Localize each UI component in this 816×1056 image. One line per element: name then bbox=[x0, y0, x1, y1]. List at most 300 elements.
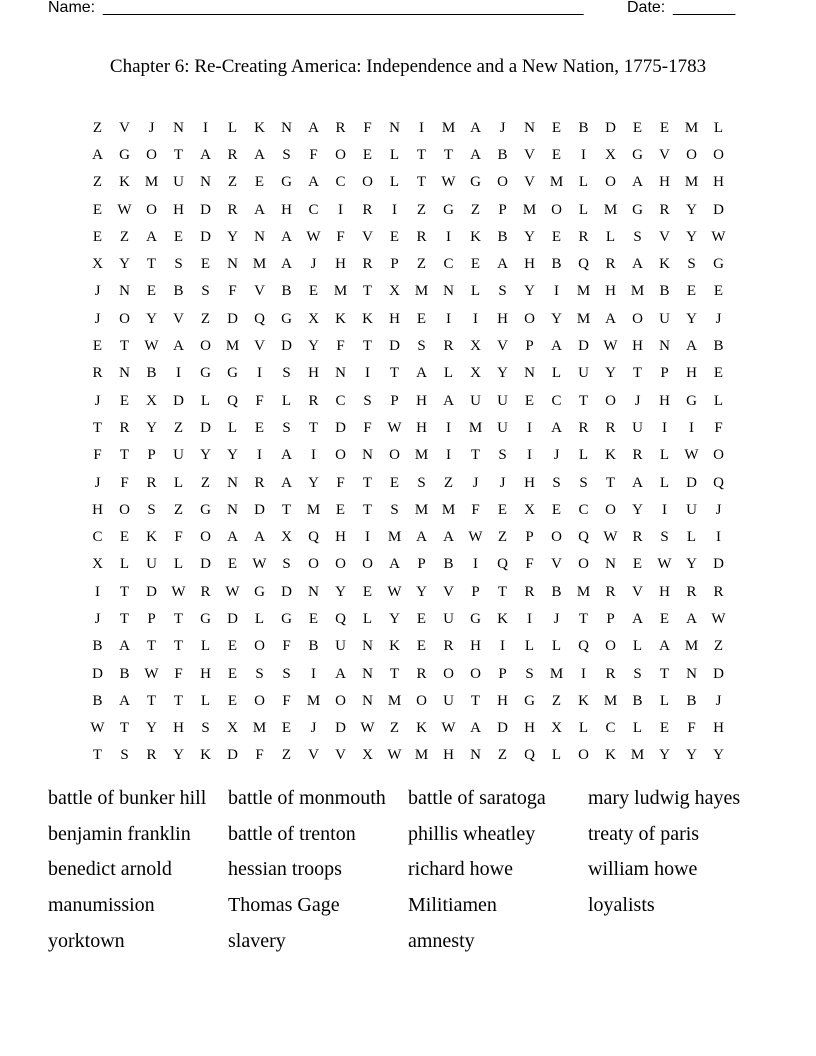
grid-letter[interactable]: E bbox=[659, 610, 670, 627]
grid-letter[interactable]: R bbox=[254, 474, 265, 491]
grid-letter[interactable]: Y bbox=[686, 556, 697, 573]
grid-letter[interactable]: R bbox=[335, 119, 346, 136]
grid-letter[interactable]: T bbox=[470, 447, 481, 464]
grid-letter[interactable]: Z bbox=[470, 201, 481, 218]
grid-letter[interactable]: R bbox=[146, 747, 157, 764]
grid-letter[interactable]: F bbox=[336, 228, 345, 245]
grid-letter[interactable]: R bbox=[200, 583, 211, 600]
grid-letter[interactable]: K bbox=[200, 747, 211, 764]
grid-letter[interactable]: I bbox=[581, 665, 586, 682]
grid-letter[interactable]: X bbox=[146, 392, 157, 409]
grid-letter[interactable]: O bbox=[362, 556, 373, 573]
grid-letter[interactable]: J bbox=[148, 119, 155, 136]
grid-letter[interactable]: P bbox=[498, 665, 507, 682]
grid-letter[interactable]: D bbox=[227, 310, 238, 327]
grid-letter[interactable]: L bbox=[551, 365, 562, 382]
grid-letter[interactable]: L bbox=[227, 119, 238, 136]
grid-letter[interactable]: A bbox=[254, 146, 265, 163]
grid-letter[interactable]: A bbox=[173, 338, 184, 355]
grid-letter[interactable]: H bbox=[173, 720, 184, 737]
grid-letter[interactable]: E bbox=[551, 501, 562, 518]
grid-letter[interactable]: B bbox=[713, 338, 724, 355]
grid-letter[interactable]: Z bbox=[200, 310, 211, 327]
grid-letter[interactable]: C bbox=[551, 392, 562, 409]
grid-letter[interactable]: S bbox=[147, 501, 156, 518]
grid-letter[interactable]: V bbox=[254, 338, 265, 355]
name-blank-line[interactable]: ______________________________________________________ bbox=[103, 0, 584, 16]
grid-letter[interactable]: K bbox=[335, 310, 346, 327]
grid-letter[interactable]: U bbox=[443, 610, 454, 627]
grid-letter[interactable]: B bbox=[92, 692, 103, 709]
grid-letter[interactable]: H bbox=[659, 174, 670, 191]
grid-letter[interactable]: E bbox=[227, 665, 238, 682]
grid-letter[interactable]: S bbox=[120, 747, 129, 764]
grid-letter[interactable]: E bbox=[551, 146, 562, 163]
grid-letter[interactable]: G bbox=[281, 310, 292, 327]
grid-letter[interactable]: N bbox=[524, 365, 535, 382]
grid-letter[interactable]: B bbox=[551, 583, 562, 600]
grid-letter[interactable]: D bbox=[497, 720, 508, 737]
grid-letter[interactable]: P bbox=[471, 583, 480, 600]
grid-letter[interactable]: X bbox=[470, 338, 481, 355]
grid-letter[interactable]: U bbox=[497, 392, 508, 409]
grid-letter[interactable]: O bbox=[362, 174, 373, 191]
grid-letter[interactable]: A bbox=[308, 119, 319, 136]
grid-letter[interactable]: G bbox=[254, 583, 265, 600]
grid-letter[interactable]: K bbox=[578, 692, 589, 709]
grid-letter[interactable]: Q bbox=[578, 638, 589, 655]
grid-letter[interactable]: T bbox=[362, 338, 373, 355]
grid-letter[interactable]: U bbox=[335, 638, 346, 655]
grid-letter[interactable]: Y bbox=[551, 310, 562, 327]
grid-letter[interactable]: C bbox=[605, 720, 616, 737]
grid-letter[interactable]: O bbox=[335, 146, 346, 163]
grid-letter[interactable]: Y bbox=[497, 365, 508, 382]
grid-letter[interactable]: H bbox=[416, 419, 427, 436]
grid-letter[interactable]: X bbox=[308, 310, 319, 327]
grid-letter[interactable]: W bbox=[360, 720, 375, 737]
grid-letter[interactable]: D bbox=[227, 747, 238, 764]
grid-letter[interactable]: N bbox=[605, 556, 616, 573]
grid-letter[interactable]: X bbox=[524, 501, 535, 518]
grid-letter[interactable]: T bbox=[173, 610, 184, 627]
grid-letter[interactable]: O bbox=[605, 501, 616, 518]
grid-letter[interactable]: L bbox=[578, 201, 589, 218]
grid-letter[interactable]: V bbox=[659, 228, 670, 245]
grid-letter[interactable]: N bbox=[173, 119, 184, 136]
grid-letter[interactable]: O bbox=[497, 174, 508, 191]
grid-letter[interactable]: N bbox=[362, 665, 373, 682]
grid-letter[interactable]: B bbox=[551, 256, 562, 273]
grid-letter[interactable]: W bbox=[657, 556, 672, 573]
grid-letter[interactable]: V bbox=[173, 310, 184, 327]
grid-letter[interactable]: A bbox=[281, 474, 292, 491]
grid-letter[interactable]: D bbox=[146, 583, 157, 600]
grid-letter[interactable]: Y bbox=[713, 747, 724, 764]
grid-letter[interactable]: V bbox=[362, 228, 373, 245]
grid-letter[interactable]: I bbox=[446, 419, 451, 436]
grid-letter[interactable]: H bbox=[524, 256, 535, 273]
grid-letter[interactable]: E bbox=[200, 256, 211, 273]
grid-letter[interactable]: W bbox=[387, 419, 402, 436]
grid-letter[interactable]: M bbox=[144, 174, 159, 191]
grid-letter[interactable]: M bbox=[306, 501, 321, 518]
grid-letter[interactable]: S bbox=[633, 228, 642, 245]
grid-letter[interactable]: O bbox=[254, 638, 265, 655]
grid-letter[interactable]: O bbox=[200, 529, 211, 546]
grid-letter[interactable]: S bbox=[579, 474, 588, 491]
date-blank-line[interactable]: _______ bbox=[673, 0, 736, 16]
grid-letter[interactable]: I bbox=[95, 583, 100, 600]
grid-letter[interactable]: O bbox=[713, 447, 724, 464]
grid-letter[interactable]: U bbox=[443, 692, 454, 709]
grid-letter[interactable]: N bbox=[443, 283, 454, 300]
grid-letter[interactable]: H bbox=[308, 365, 319, 382]
grid-letter[interactable]: R bbox=[659, 201, 670, 218]
grid-letter[interactable]: I bbox=[527, 419, 532, 436]
grid-letter[interactable]: X bbox=[227, 720, 238, 737]
grid-letter[interactable]: A bbox=[551, 419, 562, 436]
grid-letter[interactable]: G bbox=[281, 610, 292, 627]
grid-letter[interactable]: N bbox=[362, 692, 373, 709]
grid-letter[interactable]: Z bbox=[416, 201, 427, 218]
grid-letter[interactable]: L bbox=[659, 474, 670, 491]
grid-letter[interactable]: M bbox=[603, 201, 618, 218]
grid-letter[interactable]: U bbox=[470, 392, 481, 409]
grid-letter[interactable]: E bbox=[92, 228, 103, 245]
grid-letter[interactable]: Y bbox=[605, 365, 616, 382]
grid-letter[interactable]: H bbox=[470, 638, 481, 655]
grid-letter[interactable]: E bbox=[92, 201, 103, 218]
grid-letter[interactable]: K bbox=[470, 228, 481, 245]
grid-letter[interactable]: R bbox=[416, 665, 427, 682]
grid-letter[interactable]: I bbox=[446, 310, 451, 327]
grid-letter[interactable]: Z bbox=[281, 747, 292, 764]
grid-letter[interactable]: I bbox=[446, 447, 451, 464]
grid-letter[interactable]: I bbox=[203, 119, 208, 136]
grid-letter[interactable]: L bbox=[605, 228, 616, 245]
grid-letter[interactable]: L bbox=[200, 392, 211, 409]
grid-letter[interactable]: G bbox=[713, 256, 724, 273]
grid-letter[interactable]: I bbox=[176, 365, 181, 382]
grid-letter[interactable]: T bbox=[146, 638, 157, 655]
grid-letter[interactable]: U bbox=[632, 419, 643, 436]
grid-letter[interactable]: L bbox=[578, 174, 589, 191]
grid-letter[interactable]: S bbox=[201, 283, 210, 300]
grid-letter[interactable]: T bbox=[92, 419, 103, 436]
grid-letter[interactable]: K bbox=[605, 747, 616, 764]
grid-letter[interactable]: S bbox=[633, 665, 642, 682]
grid-letter[interactable]: A bbox=[308, 174, 319, 191]
grid-letter[interactable]: J bbox=[634, 392, 641, 409]
grid-letter[interactable]: J bbox=[553, 447, 560, 464]
grid-letter[interactable]: A bbox=[497, 256, 508, 273]
grid-letter[interactable]: L bbox=[389, 146, 400, 163]
grid-letter[interactable]: M bbox=[441, 119, 456, 136]
grid-letter[interactable]: S bbox=[498, 283, 507, 300]
grid-letter[interactable]: Z bbox=[200, 474, 211, 491]
grid-letter[interactable]: F bbox=[363, 419, 372, 436]
grid-letter[interactable]: F bbox=[282, 638, 291, 655]
grid-letter[interactable]: A bbox=[686, 610, 697, 627]
grid-letter[interactable]: T bbox=[497, 583, 508, 600]
grid-letter[interactable]: J bbox=[715, 501, 722, 518]
grid-letter[interactable]: S bbox=[201, 720, 210, 737]
grid-letter[interactable]: F bbox=[687, 720, 696, 737]
grid-letter[interactable]: S bbox=[174, 256, 183, 273]
grid-letter[interactable]: T bbox=[281, 501, 292, 518]
grid-letter[interactable]: O bbox=[578, 556, 589, 573]
grid-letter[interactable]: L bbox=[686, 529, 697, 546]
grid-letter[interactable]: E bbox=[470, 256, 481, 273]
grid-letter[interactable]: M bbox=[414, 747, 429, 764]
grid-letter[interactable]: W bbox=[711, 228, 726, 245]
grid-letter[interactable]: N bbox=[470, 747, 481, 764]
grid-letter[interactable]: Y bbox=[686, 228, 697, 245]
grid-letter[interactable]: H bbox=[200, 665, 211, 682]
grid-letter[interactable]: W bbox=[90, 720, 105, 737]
grid-letter[interactable]: E bbox=[389, 474, 400, 491]
grid-letter[interactable]: E bbox=[524, 392, 535, 409]
grid-letter[interactable]: M bbox=[603, 692, 618, 709]
grid-letter[interactable]: A bbox=[227, 529, 238, 546]
grid-letter[interactable]: F bbox=[228, 283, 237, 300]
grid-letter[interactable]: Z bbox=[443, 474, 454, 491]
grid-letter[interactable]: O bbox=[254, 692, 265, 709]
grid-letter[interactable]: C bbox=[335, 174, 346, 191]
grid-letter[interactable]: E bbox=[254, 419, 265, 436]
grid-letter[interactable]: I bbox=[338, 201, 343, 218]
grid-letter[interactable]: I bbox=[419, 119, 424, 136]
grid-letter[interactable]: M bbox=[387, 692, 402, 709]
grid-letter[interactable]: L bbox=[173, 556, 184, 573]
grid-letter[interactable]: E bbox=[632, 556, 643, 573]
grid-letter[interactable]: T bbox=[578, 392, 589, 409]
grid-letter[interactable]: W bbox=[252, 556, 267, 573]
grid-letter[interactable]: U bbox=[146, 556, 157, 573]
grid-letter[interactable]: N bbox=[335, 365, 346, 382]
grid-letter[interactable]: L bbox=[443, 365, 454, 382]
grid-letter[interactable]: E bbox=[335, 501, 346, 518]
grid-letter[interactable]: E bbox=[551, 119, 562, 136]
grid-letter[interactable]: X bbox=[470, 365, 481, 382]
grid-letter[interactable]: E bbox=[227, 638, 238, 655]
grid-letter[interactable]: E bbox=[686, 283, 697, 300]
grid-letter[interactable]: O bbox=[119, 310, 130, 327]
grid-letter[interactable]: A bbox=[254, 529, 265, 546]
grid-letter[interactable]: A bbox=[335, 665, 346, 682]
grid-letter[interactable]: V bbox=[443, 583, 454, 600]
grid-letter[interactable]: Y bbox=[335, 583, 346, 600]
grid-letter[interactable]: L bbox=[659, 447, 670, 464]
grid-letter[interactable]: T bbox=[146, 256, 157, 273]
grid-letter[interactable]: I bbox=[716, 529, 721, 546]
grid-letter[interactable]: N bbox=[227, 501, 238, 518]
grid-letter[interactable]: B bbox=[146, 365, 157, 382]
grid-letter[interactable]: A bbox=[416, 529, 427, 546]
grid-letter[interactable]: L bbox=[254, 610, 265, 627]
grid-letter[interactable]: E bbox=[146, 283, 157, 300]
grid-letter[interactable]: D bbox=[173, 392, 184, 409]
grid-letter[interactable]: B bbox=[119, 665, 130, 682]
grid-letter[interactable]: G bbox=[632, 201, 643, 218]
grid-letter[interactable]: Y bbox=[686, 310, 697, 327]
grid-letter[interactable]: V bbox=[551, 556, 562, 573]
grid-letter[interactable]: L bbox=[632, 720, 643, 737]
grid-letter[interactable]: W bbox=[387, 583, 402, 600]
grid-letter[interactable]: Y bbox=[227, 447, 238, 464]
grid-letter[interactable]: L bbox=[227, 419, 238, 436]
grid-letter[interactable]: Y bbox=[119, 256, 130, 273]
grid-letter[interactable]: E bbox=[659, 720, 670, 737]
grid-letter[interactable]: R bbox=[227, 201, 238, 218]
grid-letter[interactable]: N bbox=[524, 119, 535, 136]
grid-letter[interactable]: F bbox=[471, 501, 480, 518]
grid-letter[interactable]: R bbox=[578, 228, 589, 245]
grid-letter[interactable]: O bbox=[146, 146, 157, 163]
grid-letter[interactable]: I bbox=[662, 419, 667, 436]
grid-letter[interactable]: W bbox=[468, 529, 483, 546]
grid-letter[interactable]: R bbox=[146, 474, 157, 491]
grid-letter[interactable]: Z bbox=[389, 720, 400, 737]
grid-letter[interactable]: R bbox=[605, 256, 616, 273]
grid-letter[interactable]: B bbox=[443, 556, 454, 573]
grid-letter[interactable]: V bbox=[524, 146, 535, 163]
grid-letter[interactable]: T bbox=[443, 146, 454, 163]
grid-letter[interactable]: G bbox=[200, 610, 211, 627]
grid-letter[interactable]: W bbox=[144, 665, 159, 682]
grid-letter[interactable]: I bbox=[554, 283, 559, 300]
grid-letter[interactable]: I bbox=[365, 529, 370, 546]
grid-letter[interactable]: H bbox=[605, 283, 616, 300]
grid-letter[interactable]: F bbox=[255, 392, 264, 409]
grid-letter[interactable]: I bbox=[311, 447, 316, 464]
grid-letter[interactable]: J bbox=[310, 256, 317, 273]
grid-letter[interactable]: T bbox=[173, 692, 184, 709]
grid-letter[interactable]: A bbox=[632, 256, 643, 273]
grid-letter[interactable]: M bbox=[549, 174, 564, 191]
grid-letter[interactable]: V bbox=[308, 747, 319, 764]
grid-letter[interactable]: R bbox=[686, 583, 697, 600]
grid-letter[interactable]: E bbox=[416, 638, 427, 655]
grid-letter[interactable]: Y bbox=[686, 201, 697, 218]
grid-letter[interactable]: K bbox=[416, 720, 427, 737]
grid-letter[interactable]: O bbox=[578, 747, 589, 764]
grid-letter[interactable]: Z bbox=[551, 692, 562, 709]
grid-letter[interactable]: P bbox=[390, 256, 399, 273]
grid-letter[interactable]: A bbox=[281, 256, 292, 273]
grid-letter[interactable]: S bbox=[417, 474, 426, 491]
grid-letter[interactable]: N bbox=[254, 228, 265, 245]
grid-letter[interactable]: G bbox=[227, 365, 238, 382]
grid-letter[interactable]: U bbox=[578, 365, 589, 382]
grid-letter[interactable]: M bbox=[576, 310, 591, 327]
grid-letter[interactable]: E bbox=[227, 692, 238, 709]
grid-letter[interactable]: E bbox=[551, 228, 562, 245]
grid-letter[interactable]: G bbox=[686, 392, 697, 409]
grid-letter[interactable]: W bbox=[387, 747, 402, 764]
grid-letter[interactable]: E bbox=[497, 501, 508, 518]
grid-letter[interactable]: T bbox=[362, 501, 373, 518]
grid-letter[interactable]: R bbox=[416, 228, 427, 245]
grid-letter[interactable]: Y bbox=[659, 747, 670, 764]
grid-letter[interactable]: L bbox=[119, 556, 130, 573]
grid-letter[interactable]: U bbox=[173, 447, 184, 464]
grid-letter[interactable]: A bbox=[92, 146, 103, 163]
grid-letter[interactable]: J bbox=[94, 392, 101, 409]
grid-letter[interactable]: D bbox=[200, 419, 211, 436]
grid-letter[interactable]: K bbox=[254, 119, 265, 136]
grid-letter[interactable]: F bbox=[255, 747, 264, 764]
grid-letter[interactable]: H bbox=[713, 720, 724, 737]
grid-letter[interactable]: I bbox=[527, 447, 532, 464]
grid-letter[interactable]: R bbox=[605, 419, 616, 436]
grid-letter[interactable]: J bbox=[94, 610, 101, 627]
grid-letter[interactable]: R bbox=[632, 447, 643, 464]
grid-letter[interactable]: T bbox=[173, 638, 184, 655]
grid-letter[interactable]: W bbox=[225, 583, 240, 600]
grid-letter[interactable]: M bbox=[414, 447, 429, 464]
grid-letter[interactable]: P bbox=[147, 447, 156, 464]
grid-letter[interactable]: D bbox=[605, 119, 616, 136]
grid-letter[interactable]: B bbox=[578, 119, 589, 136]
grid-letter[interactable]: O bbox=[524, 310, 535, 327]
grid-letter[interactable]: J bbox=[310, 720, 317, 737]
grid-letter[interactable]: S bbox=[282, 556, 291, 573]
grid-letter[interactable]: N bbox=[119, 365, 130, 382]
grid-letter[interactable]: O bbox=[605, 392, 616, 409]
grid-letter[interactable]: N bbox=[362, 447, 373, 464]
grid-letter[interactable]: F bbox=[93, 447, 102, 464]
grid-letter[interactable]: N bbox=[227, 474, 238, 491]
grid-letter[interactable]: R bbox=[605, 665, 616, 682]
grid-letter[interactable]: Z bbox=[173, 419, 184, 436]
grid-letter[interactable]: Q bbox=[713, 474, 724, 491]
grid-letter[interactable]: A bbox=[659, 638, 670, 655]
grid-letter[interactable]: R bbox=[227, 146, 238, 163]
grid-letter[interactable]: B bbox=[281, 283, 292, 300]
grid-letter[interactable]: X bbox=[92, 256, 103, 273]
grid-letter[interactable]: R bbox=[443, 338, 454, 355]
grid-letter[interactable]: T bbox=[308, 419, 319, 436]
grid-letter[interactable]: O bbox=[119, 501, 130, 518]
grid-letter[interactable]: H bbox=[524, 474, 535, 491]
grid-letter[interactable]: Z bbox=[173, 501, 184, 518]
grid-letter[interactable]: D bbox=[281, 583, 292, 600]
grid-letter[interactable]: D bbox=[335, 419, 346, 436]
grid-letter[interactable]: P bbox=[417, 556, 426, 573]
grid-letter[interactable]: O bbox=[713, 146, 724, 163]
grid-letter[interactable]: J bbox=[499, 474, 506, 491]
grid-letter[interactable]: H bbox=[497, 310, 508, 327]
grid-letter[interactable]: D bbox=[254, 501, 265, 518]
grid-letter[interactable]: B bbox=[686, 692, 697, 709]
grid-letter[interactable]: Y bbox=[632, 501, 643, 518]
grid-letter[interactable]: Y bbox=[389, 610, 400, 627]
grid-letter[interactable]: I bbox=[257, 365, 262, 382]
grid-letter[interactable]: Y bbox=[416, 583, 427, 600]
grid-letter[interactable]: K bbox=[497, 610, 508, 627]
grid-letter[interactable]: M bbox=[387, 529, 402, 546]
grid-letter[interactable]: D bbox=[92, 665, 103, 682]
grid-letter[interactable]: R bbox=[443, 638, 454, 655]
grid-letter[interactable]: O bbox=[632, 310, 643, 327]
grid-letter[interactable]: V bbox=[254, 283, 265, 300]
grid-letter[interactable]: S bbox=[498, 447, 507, 464]
grid-letter[interactable]: B bbox=[632, 692, 643, 709]
grid-letter[interactable]: T bbox=[416, 174, 427, 191]
grid-letter[interactable]: M bbox=[252, 256, 267, 273]
